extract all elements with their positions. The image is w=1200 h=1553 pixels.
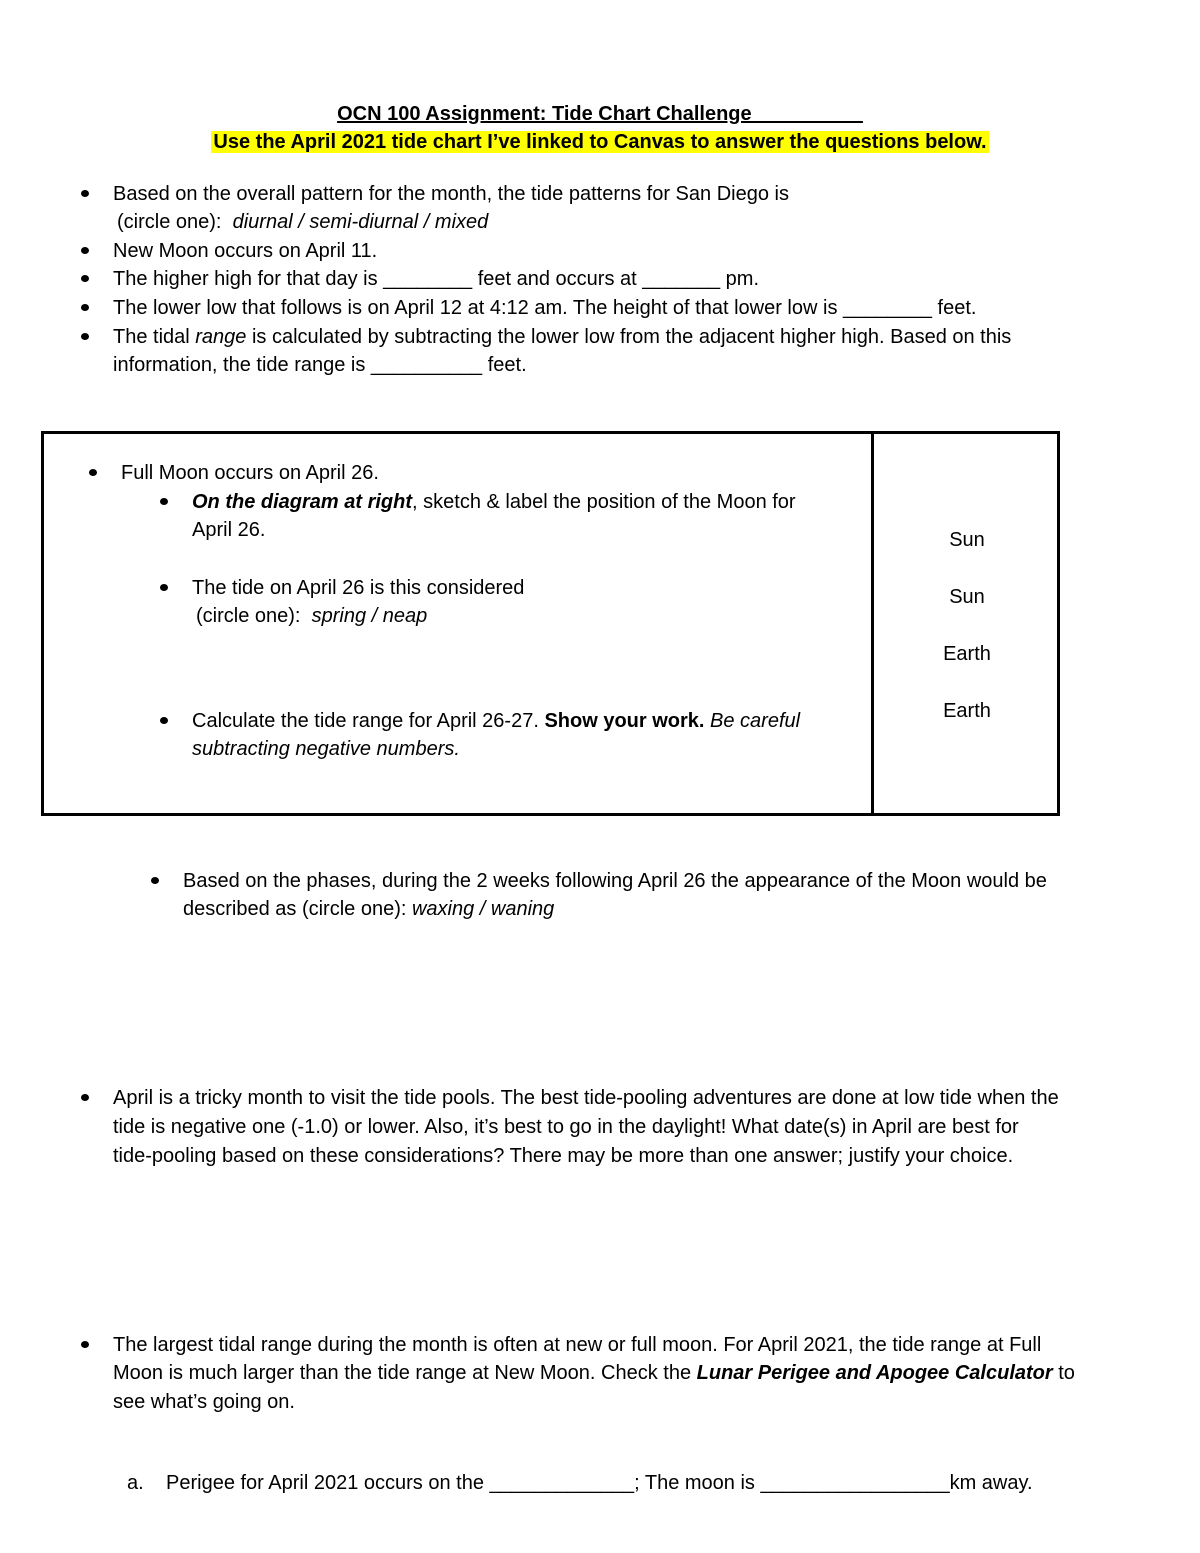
page-title: OCN 100 Assignment: Tide Chart Challenge__________ [337,103,863,125]
calc-instruction: Calculate the tide range for April 26-27. Show your work. Be careful [192,710,801,732]
bullet-icon [160,498,168,505]
moon-phase-question: Based on the phases, during the 2 weeks following April 26 the appearance of the Moon would be [183,870,1047,892]
tide-pool-question: April is a tricky month to visit the tide pools. The best tide-pooling adventures are done at low tide when the [113,1087,1059,1109]
moon-phase-options: described as (circle one): waxing / waning [183,898,555,920]
perigee-calculator-link[interactable]: Lunar Perigee and Apogee Calculator [696,1362,1053,1384]
perigee-question: Perigee for April 2021 occurs on the _____________; The moon is _________________km away. [166,1472,1033,1494]
question-tide-pattern: Based on the overall pattern for the month, the tide patterns for San Diego is [113,183,789,205]
question-tidal-range-line2: information, the tide range is __________ feet. [113,354,527,376]
full-moon-box [41,431,1060,816]
bullet-icon [81,333,89,340]
tide-type-options: (circle one): spring / neap [196,605,428,627]
bullet-icon [160,584,168,591]
new-moon-text: New Moon occurs on April 11. [113,240,378,262]
question-tidal-range: The tidal range is calculated by subtracting the lower low from the adjacent higher high. Based on this [113,326,1012,348]
bullet-icon [81,1341,89,1348]
sketch-instruction: On the diagram at right, sketch & label the position of the Moon for [192,491,796,513]
sketch-instruction-line2: April 26. [192,519,266,541]
tide-pool-question-line2: tide is negative one (-1.0) or lower. Also, it’s best to go in the daylight! What date(s) in April are best for [113,1116,1019,1138]
list-marker-a: a. [127,1472,144,1494]
question-higher-high: The higher high for that day is ________ feet and occurs at _______ pm. [113,268,759,290]
diagram-label-earth: Earth [943,700,991,722]
calc-instruction-line2: subtracting negative numbers. [192,738,460,760]
full-moon-text: Full Moon occurs on April 26. [121,462,379,484]
instruction-highlight: Use the April 2021 tide chart I’ve linked to Canvas to answer the questions below. [213,131,987,153]
bullet-icon [81,190,89,197]
diagram-label-earth: Earth [943,643,991,665]
largest-range-text-line3: see what’s going on. [113,1391,295,1413]
largest-range-text-line2: Moon is much larger than the tide range at New Moon. Check the Lunar Perigee and Apogee Calculator to [113,1362,1075,1384]
bullet-icon [81,247,89,254]
bullet-icon [89,469,97,476]
tide-type-question: The tide on April 26 is this considered [192,577,525,599]
question-lower-low: The lower low that follows is on April 12 at 4:12 am. The height of that lower low is ________ feet. [113,297,977,319]
bullet-icon [160,717,168,724]
tide-pool-question-line3: tide-pooling based on these considerations? There may be more than one answer; justify your choice. [113,1145,1014,1167]
question-tide-pattern-options: (circle one): diurnal / semi-diurnal / mixed [117,211,489,233]
box-divider [871,434,874,813]
largest-range-text: The largest tidal range during the month is often at new or full moon. For April 2021, the tide range at Full [113,1334,1042,1356]
bullet-icon [81,275,89,282]
diagram-label-sun: Sun [949,529,985,551]
diagram-label-sun: Sun [949,586,985,608]
bullet-icon [81,1094,89,1101]
bullet-icon [151,877,159,884]
bullet-icon [81,304,89,311]
